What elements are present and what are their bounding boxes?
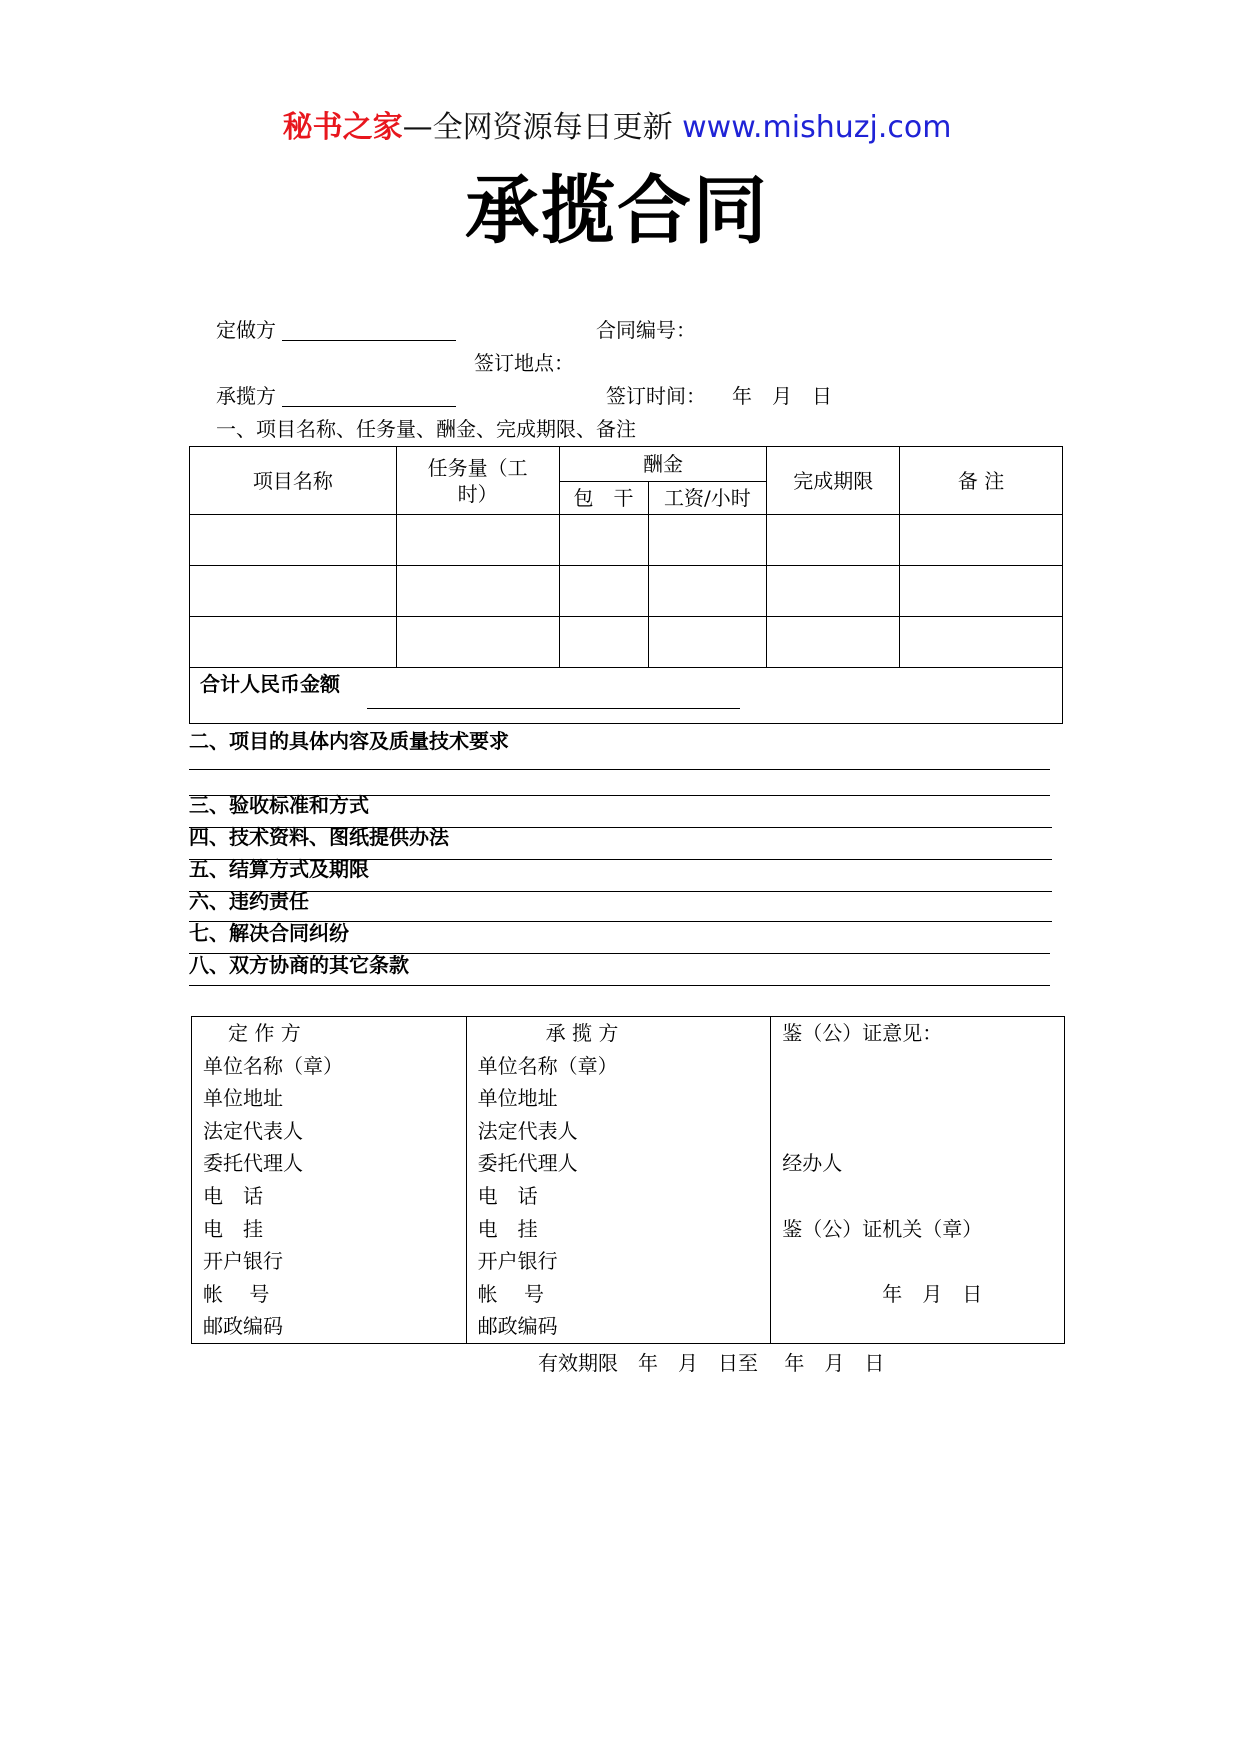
section-4-heading: 四、技术资料、图纸提供办法 (189, 825, 449, 849)
section-5-heading: 五、结算方式及期限 (189, 857, 369, 881)
sign-place-label: 签订地点： (474, 351, 574, 375)
table-cell[interactable] (767, 566, 900, 617)
table-cell[interactable] (559, 515, 648, 566)
orderer-field: 邮政编码 (203, 1314, 283, 1339)
validity-period: 有效期限 年 月 日至 年 月 日 (538, 1351, 885, 1375)
col-deadline: 完成期限 (767, 447, 900, 515)
table-cell[interactable] (648, 617, 767, 668)
signature-table (191, 1016, 1065, 1344)
orderer-field: 开户银行 (203, 1249, 283, 1274)
orderer-field: 电 话 (203, 1183, 263, 1208)
contractor-field: 单位地址 (477, 1086, 558, 1111)
col-project-name: 项目名称 (190, 447, 397, 515)
contractor-field: 法定代表人 (477, 1118, 578, 1143)
contractor-field: 委托代理人 (477, 1151, 578, 1176)
table-cell[interactable] (900, 617, 1063, 668)
col-task-hours: 任务量（工时） (396, 447, 559, 515)
table-cell[interactable] (559, 617, 648, 668)
document-title: 承揽合同 (465, 168, 769, 254)
table-cell[interactable] (190, 617, 397, 668)
contractor-field: 邮政编码 (477, 1314, 558, 1339)
col-pay: 酬金 (559, 447, 767, 482)
table-cell[interactable] (396, 617, 559, 668)
section-3-heading: 三、验收标准和方式 (189, 793, 369, 817)
section-1-heading: 一、项目名称、任务量、酬金、完成期限、备注 (216, 417, 636, 441)
orderer-field: 委托代理人 (203, 1151, 303, 1176)
orderer-column (192, 1017, 467, 1344)
sign-date: 年 月 日 (732, 384, 832, 408)
banner-tagline: —全网资源每日更新 (402, 110, 683, 145)
section-8-line[interactable] (189, 985, 1050, 986)
banner-url[interactable]: www.mishuzj.com (682, 110, 952, 145)
orderer-field: 单位名称（章） (203, 1053, 343, 1078)
contractor-heading: 承 揽 方 (545, 1021, 619, 1045)
orderer-field: 单位地址 (203, 1086, 283, 1111)
total-amount-blank[interactable] (367, 708, 740, 709)
contract-no-label: 合同编号： (596, 318, 696, 342)
table-header-row (190, 447, 1063, 482)
notary-handler: 经办人 (782, 1151, 843, 1176)
project-table (189, 446, 1063, 724)
contractor-field: 电 挂 (477, 1216, 538, 1241)
section-2-line[interactable] (189, 769, 1050, 770)
table-cell[interactable] (396, 515, 559, 566)
total-row (190, 668, 1063, 724)
orderer-field: 法定代表人 (203, 1118, 303, 1143)
table-cell[interactable] (767, 617, 900, 668)
notary-spacer (782, 1115, 1064, 1148)
orderer-blank[interactable] (282, 340, 456, 341)
table-cell[interactable] (767, 515, 900, 566)
table-cell[interactable] (900, 566, 1063, 617)
total-amount-label: 合计人民币金额 (200, 672, 340, 696)
contractor-field: 开户银行 (477, 1249, 558, 1274)
table-cell[interactable] (648, 566, 767, 617)
site-banner (0, 102, 1234, 146)
banner-brand: 秘书之家 (282, 110, 403, 145)
notary-column (771, 1017, 1065, 1344)
notary-spacer (782, 1180, 1064, 1213)
notary-spacer (782, 1082, 1064, 1115)
orderer-heading: 定 作 方 (228, 1021, 301, 1045)
notary-spacer (782, 1245, 1064, 1278)
section-2-heading: 二、项目的具体内容及质量技术要求 (189, 729, 509, 753)
table-row (190, 617, 1063, 668)
section-8-heading: 八、双方协商的其它条款 (189, 953, 409, 977)
table-cell[interactable] (900, 515, 1063, 566)
section-5-line[interactable] (189, 891, 1052, 892)
contractor-blank[interactable] (282, 406, 456, 407)
notary-authority: 鉴（公）证机关（章） (782, 1216, 983, 1241)
contractor-label: 承揽方 (216, 384, 276, 408)
orderer-field: 帐 号 (203, 1281, 270, 1306)
table-cell[interactable] (190, 566, 397, 617)
table-cell[interactable] (396, 566, 559, 617)
col-hourly-wage: 工资/小时 (648, 482, 767, 515)
table-row (190, 515, 1063, 566)
section-7-heading: 七、解决合同纠纷 (189, 921, 349, 945)
total-cell (190, 668, 1063, 724)
notary-heading: 鉴（公）证意见： (782, 1021, 943, 1045)
contractor-field: 单位名称（章） (477, 1053, 618, 1078)
table-cell[interactable] (190, 515, 397, 566)
notary-spacer (782, 1050, 1064, 1083)
table-cell[interactable] (648, 515, 767, 566)
table-cell[interactable] (559, 566, 648, 617)
contractor-field: 帐 号 (477, 1281, 544, 1306)
notary-date: 年 月 日 (882, 1281, 983, 1306)
col-lump-sum: 包 干 (559, 482, 648, 515)
contractor-column (466, 1017, 771, 1344)
col-remark: 备 注 (900, 447, 1063, 515)
orderer-label: 定做方 (216, 318, 276, 342)
orderer-field: 电 挂 (203, 1216, 263, 1241)
section-6-heading: 六、违约责任 (189, 889, 309, 913)
sign-time-label: 签订时间： (606, 384, 706, 408)
contractor-field: 电 话 (477, 1183, 538, 1208)
table-row (190, 566, 1063, 617)
